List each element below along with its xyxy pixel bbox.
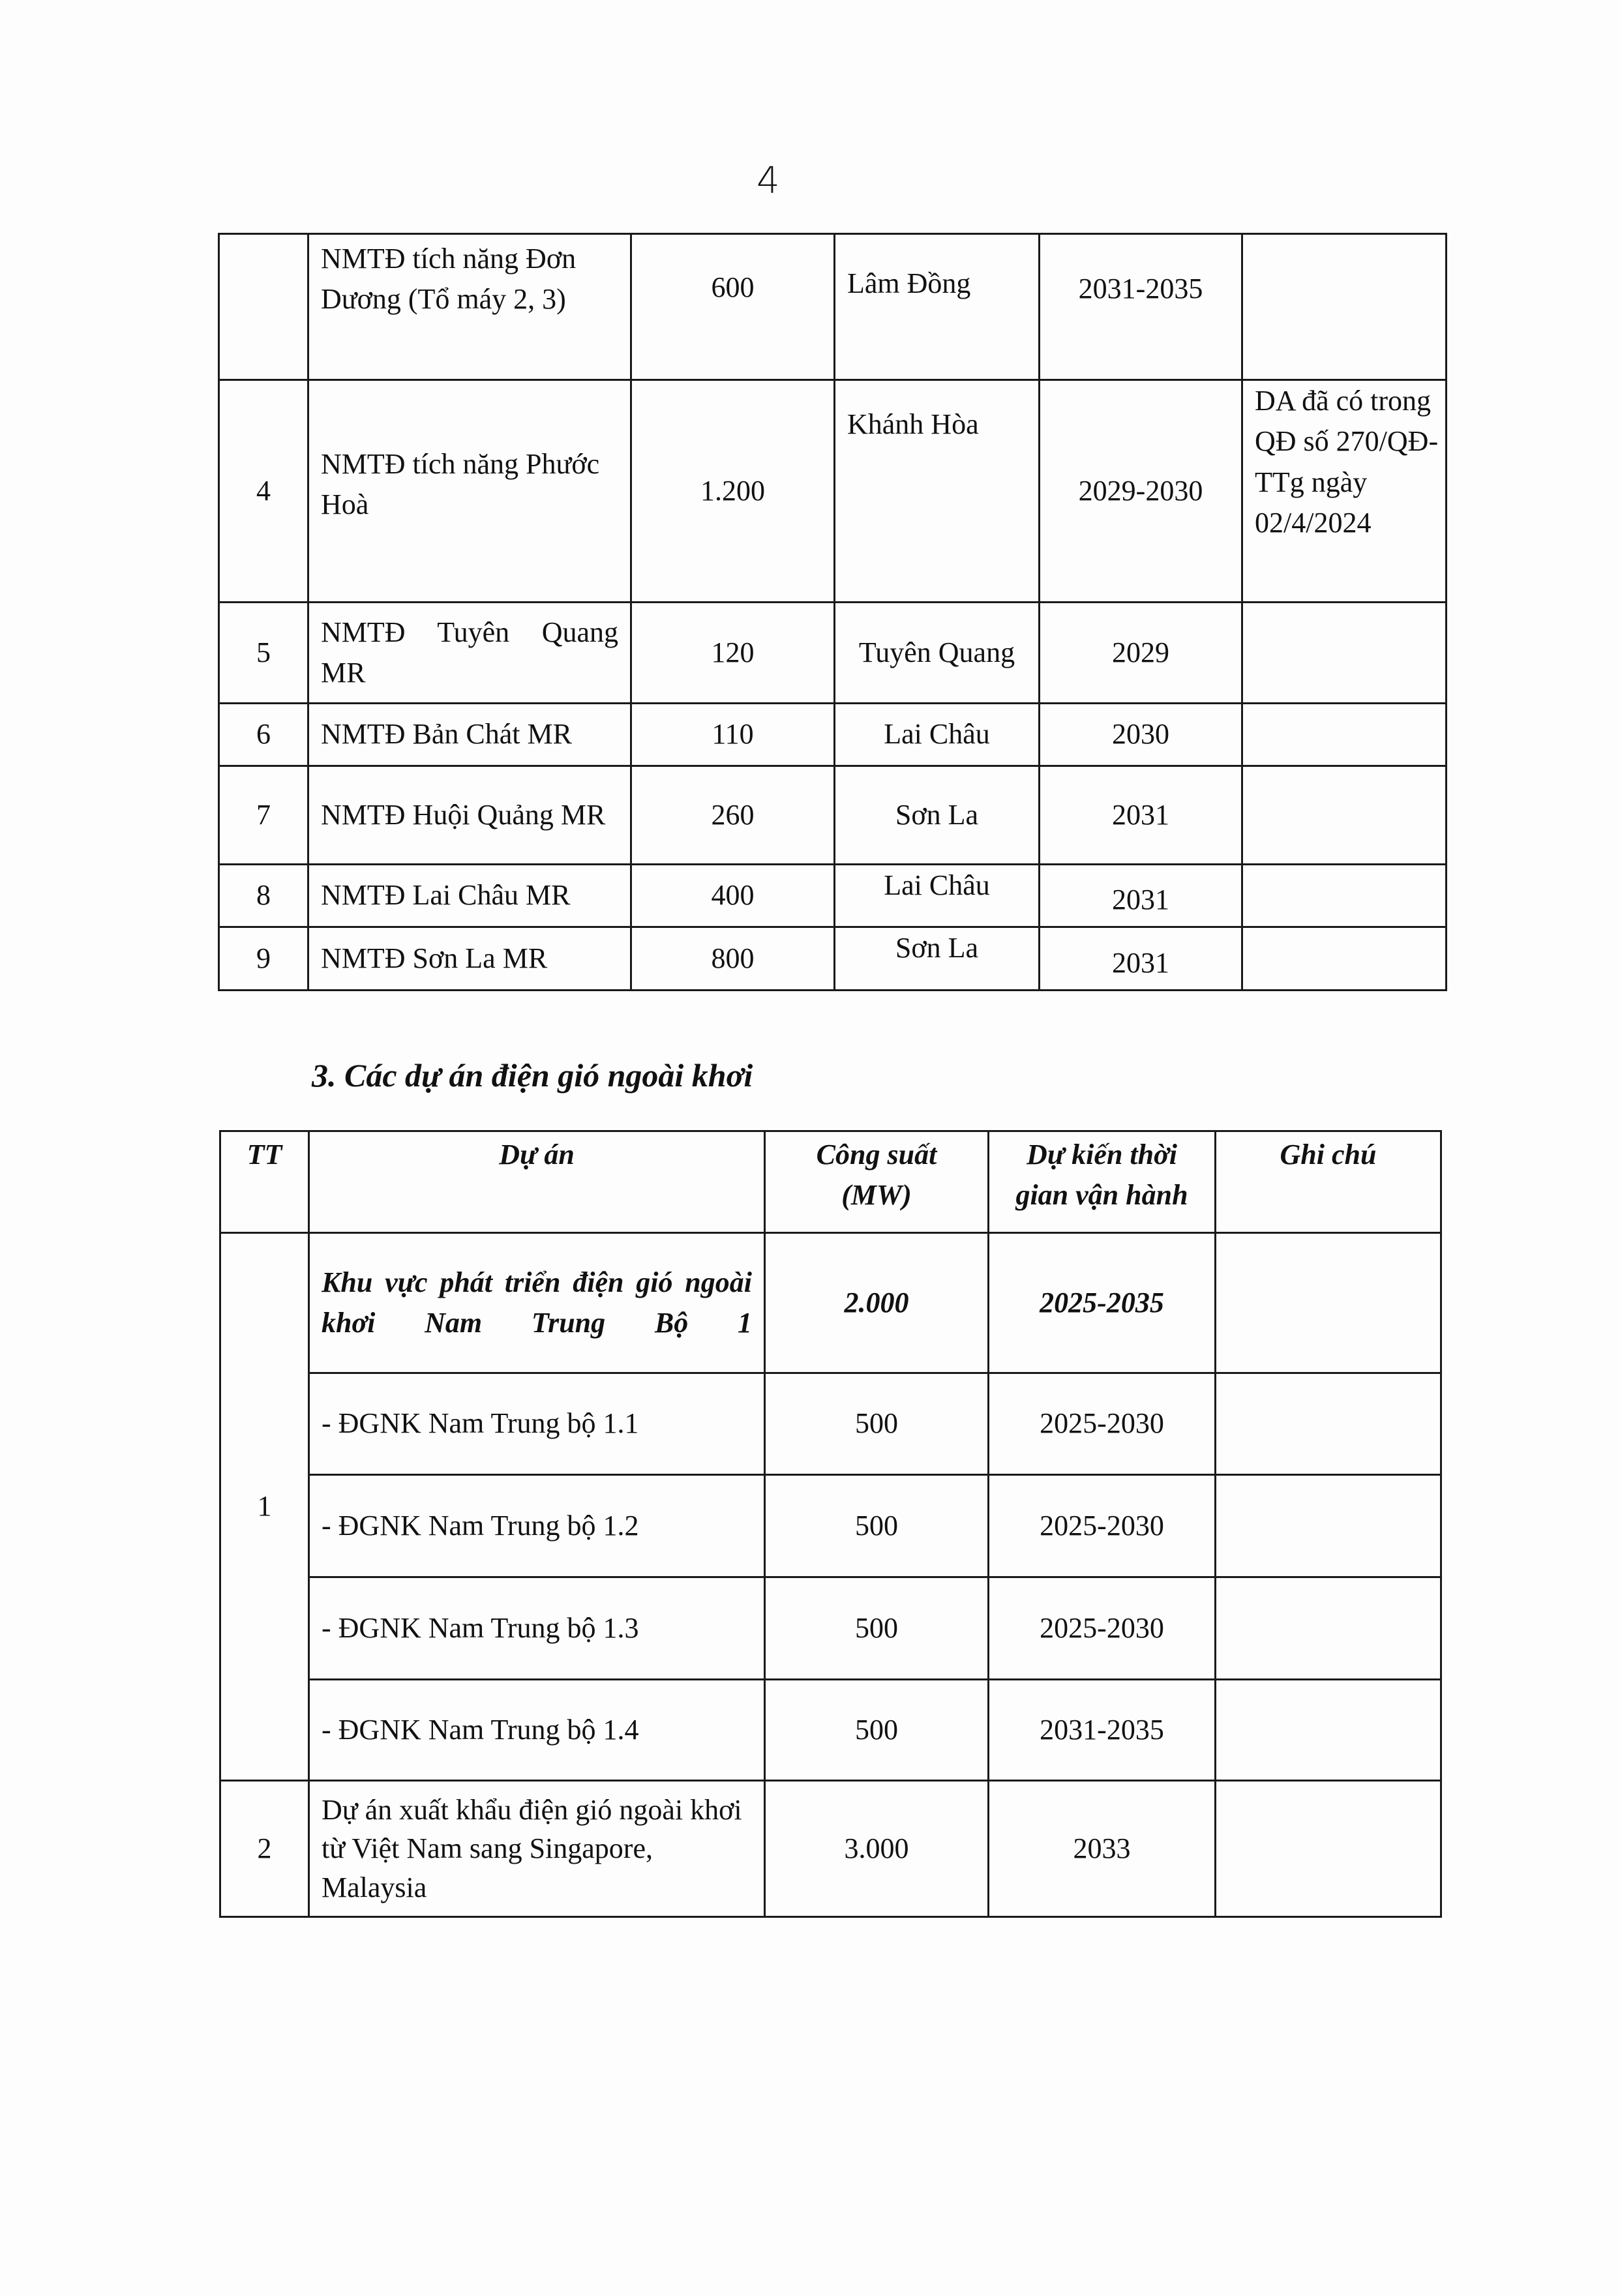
cell-project: NMTĐ tích năng Đơn Dương (Tổ máy 2, 3)	[308, 234, 631, 380]
cell-period: 2031-2035	[1040, 234, 1242, 380]
table-row	[220, 1373, 1441, 1475]
table-row	[219, 380, 1447, 603]
cell-period: 2029-2030	[1040, 380, 1242, 603]
table-row	[220, 1577, 1441, 1680]
cell-note	[1216, 1233, 1441, 1373]
cell-tt: 6	[219, 704, 308, 766]
table-row	[219, 766, 1447, 865]
cell-location: Sơn La	[835, 766, 1040, 865]
cell-project: Dự án xuất khẩu điện gió ngoài khơi từ Việt Nam sang Singapore, Malaysia	[309, 1781, 765, 1917]
cell-location: Khánh Hòa	[835, 380, 1040, 603]
table-row	[220, 1233, 1441, 1373]
cell-note	[1216, 1373, 1441, 1475]
cell-project: NMTĐ Lai Châu MR	[308, 865, 631, 927]
cell-location: Sơn La	[835, 927, 1040, 991]
cell-period: 2025-2030	[989, 1373, 1216, 1475]
section-heading: 3. Các dự án điện gió ngoài khơi	[312, 1057, 753, 1094]
cell-note	[1242, 766, 1447, 865]
cell-note	[1216, 1577, 1441, 1680]
header-capacity-line2: (MW)	[841, 1179, 912, 1212]
cell-project: NMTĐ Sơn La MR	[308, 927, 631, 991]
cell-location: Lai Châu	[835, 704, 1040, 766]
cell-capacity: 800	[631, 927, 835, 991]
table-row	[220, 1781, 1441, 1917]
cell-period: 2033	[989, 1781, 1216, 1917]
cell-period: 2031-2035	[989, 1680, 1216, 1781]
cell-project: NMTĐ tích năng Phước Hoà	[308, 380, 631, 603]
cell-period: 2031	[1040, 927, 1242, 991]
cell-note: DA đã có trong QĐ số 270/QĐ-TTg ngày 02/4/2024	[1242, 380, 1447, 603]
cell-note	[1242, 927, 1447, 991]
table-row	[220, 1475, 1441, 1577]
cell-project: - ĐGNK Nam Trung bộ 1.4	[309, 1680, 765, 1781]
header-tt: TT	[220, 1131, 309, 1233]
cell-period: 2030	[1040, 704, 1242, 766]
cell-note	[1216, 1680, 1441, 1781]
cell-period: 2031	[1040, 865, 1242, 927]
cell-project: NMTĐ Tuyên Quang MR	[308, 603, 631, 704]
cell-tt: 4	[219, 380, 308, 603]
cell-note	[1242, 603, 1447, 704]
cell-capacity: 500	[765, 1577, 989, 1680]
table-header-row	[220, 1131, 1441, 1233]
cell-note	[1242, 704, 1447, 766]
cell-note	[1242, 865, 1447, 927]
cell-note	[1216, 1475, 1441, 1577]
table-row	[220, 1680, 1441, 1781]
cell-note	[1242, 234, 1447, 380]
hydro-projects-table	[218, 233, 1447, 991]
table-row	[219, 927, 1447, 991]
header-period-line1: Dự kiến thời	[1027, 1139, 1177, 1170]
cell-period: 2025-2030	[989, 1577, 1216, 1680]
table-row	[219, 865, 1447, 927]
header-period-line2: gian vận hành	[1015, 1179, 1188, 1212]
cell-capacity: 110	[631, 704, 835, 766]
table-row	[219, 603, 1447, 704]
cell-tt: 2	[220, 1781, 309, 1917]
page-number: 4	[757, 160, 780, 202]
header-capacity	[765, 1131, 989, 1233]
cell-group-capacity: 2.000	[765, 1233, 989, 1373]
cell-period: 2031	[1040, 766, 1242, 865]
cell-capacity: 1.200	[631, 380, 835, 603]
cell-capacity: 260	[631, 766, 835, 865]
header-period	[989, 1131, 1216, 1233]
cell-group-title: Khu vực phát triển điện gió ngoài khơi Nam Trung Bộ 1	[309, 1233, 765, 1373]
table-row	[219, 234, 1447, 380]
cell-tt: 8	[219, 865, 308, 927]
cell-tt: 5	[219, 603, 308, 704]
cell-group-period: 2025-2035	[989, 1233, 1216, 1373]
cell-project: - ĐGNK Nam Trung bộ 1.1	[309, 1373, 765, 1475]
offshore-wind-table	[219, 1130, 1442, 1918]
cell-project: NMTĐ Bản Chát MR	[308, 704, 631, 766]
cell-location: Tuyên Quang	[835, 603, 1040, 704]
cell-tt	[219, 234, 308, 380]
cell-capacity: 500	[765, 1475, 989, 1577]
cell-tt: 7	[219, 766, 308, 865]
cell-project: NMTĐ Huội Quảng MR	[308, 766, 631, 865]
cell-capacity: 500	[765, 1680, 989, 1781]
cell-tt: 9	[219, 927, 308, 991]
cell-project: - ĐGNK Nam Trung bộ 1.2	[309, 1475, 765, 1577]
cell-project: - ĐGNK Nam Trung bộ 1.3	[309, 1577, 765, 1680]
cell-capacity: 3.000	[765, 1781, 989, 1917]
header-capacity-line1: Công suất	[816, 1139, 937, 1170]
cell-capacity: 120	[631, 603, 835, 704]
header-note: Ghi chú	[1216, 1131, 1441, 1233]
cell-period: 2029	[1040, 603, 1242, 704]
cell-location: Lâm Đồng	[835, 234, 1040, 380]
cell-tt: 1	[220, 1233, 309, 1781]
cell-note	[1216, 1781, 1441, 1917]
cell-location: Lai Châu	[835, 865, 1040, 927]
header-project: Dự án	[309, 1131, 765, 1233]
table-row	[219, 704, 1447, 766]
cell-capacity: 400	[631, 865, 835, 927]
cell-period: 2025-2030	[989, 1475, 1216, 1577]
cell-capacity: 500	[765, 1373, 989, 1475]
cell-capacity: 600	[631, 234, 835, 380]
